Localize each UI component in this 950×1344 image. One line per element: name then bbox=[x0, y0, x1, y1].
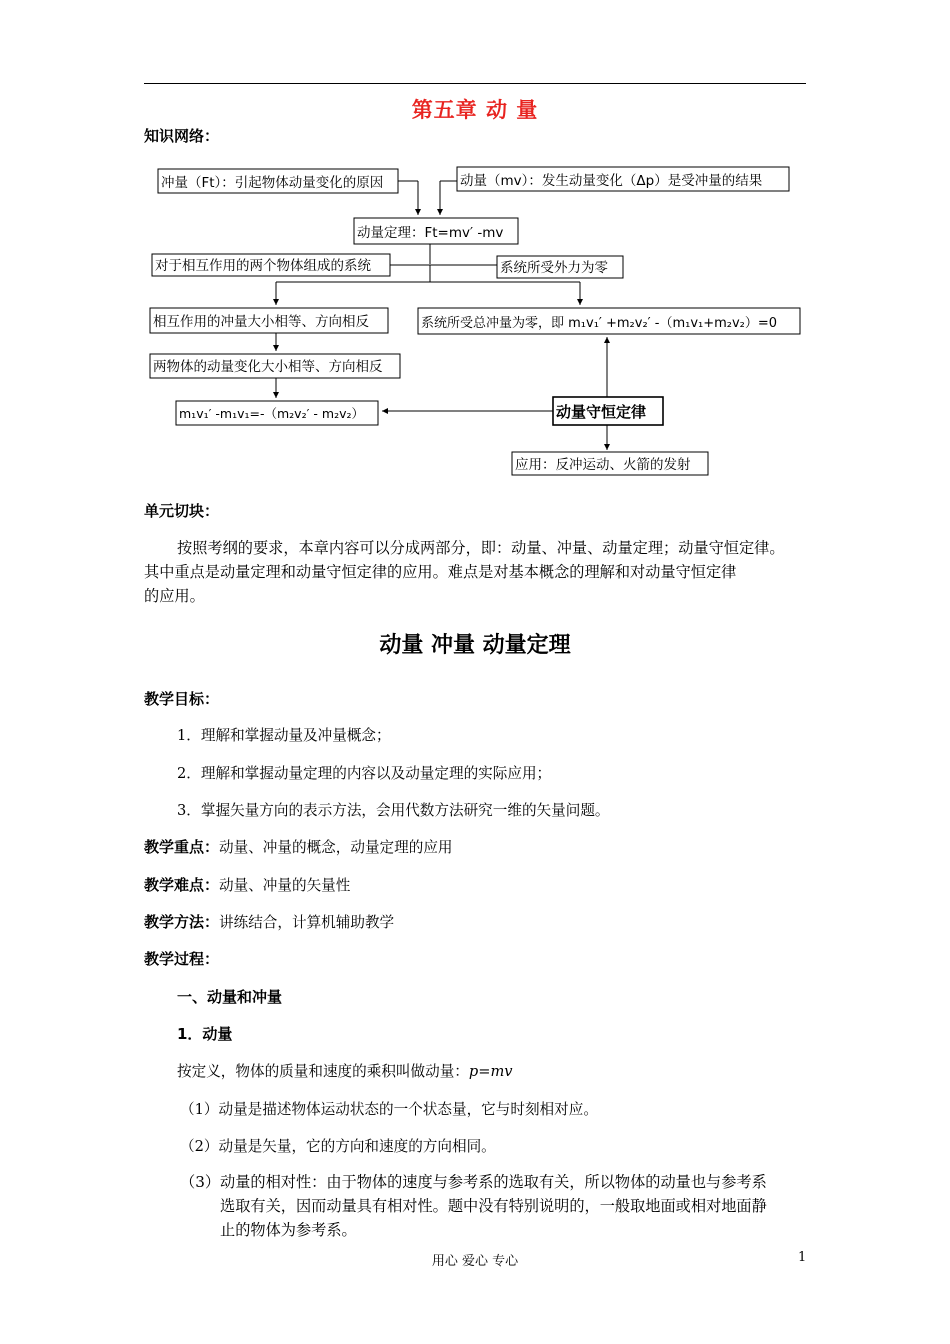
point3-line: 选取有关，因而动量具有相对性。题中没有特别说明的，一般取地面或相对地面静 bbox=[220, 1197, 767, 1215]
key-point-row bbox=[144, 836, 453, 857]
impulse-box-text: 冲量（Ft）：引起物体动量变化的原因 bbox=[161, 175, 384, 191]
unit-label: 单元切块： bbox=[144, 502, 220, 520]
knowledge-network-diagram bbox=[0, 0, 950, 500]
two-body-system-box-text: 对于相互作用的两个物体组成的系统 bbox=[155, 258, 371, 274]
definition-row bbox=[177, 1060, 513, 1081]
point3-line: （3）动量的相对性：由于物体的速度与参考系的选取有关，所以物体的动量也与参考系 bbox=[180, 1173, 767, 1191]
theorem-box-text: 动量定理：Ft=mv′ -mv bbox=[357, 225, 504, 241]
unit-paragraph bbox=[144, 536, 814, 608]
definition-formula: p=mv bbox=[468, 1063, 513, 1080]
point-item: （2）动量是矢量，它的方向和速度的方向相同。 bbox=[180, 1138, 496, 1155]
difficulty-row bbox=[144, 874, 350, 895]
sub1-title: 1．动量 bbox=[177, 1025, 233, 1043]
unit-line: 的应用。 bbox=[144, 587, 205, 605]
point-item: （1）动量是描述物体运动状态的一个状态量，它与时刻相对应。 bbox=[180, 1101, 598, 1118]
part1-title: 一、动量和冲量 bbox=[177, 988, 283, 1006]
application-box-text: 应用：反冲运动、火箭的发射 bbox=[515, 457, 691, 473]
difficulty-text: 动量、冲量的矢量性 bbox=[219, 877, 351, 894]
method-text: 讲练结合，计算机辅助教学 bbox=[219, 914, 395, 931]
equation-box-text: m₁v₁′ -m₁v₁=-（m₂v₂′ - m₂v₂） bbox=[179, 406, 364, 421]
no-external-force-box-text: 系统所受外力为零 bbox=[500, 260, 608, 276]
network-label: 知识网络： bbox=[144, 127, 220, 145]
method-label: 教学方法： bbox=[144, 913, 220, 931]
chapter-title: 第五章 动 量 bbox=[411, 98, 539, 122]
total-impulse-zero-box-text: 系统所受总冲量为零，即 m₁v₁′ +m₂v₂′ -（m₁v₁+m₂v₂）=0 bbox=[421, 316, 778, 331]
difficulty-label: 教学难点： bbox=[144, 876, 220, 894]
page-number: 1 bbox=[798, 1250, 807, 1265]
momentum-change-box-text: 动量（mv）：发生动量变化（Δp）是受冲量的结果 bbox=[460, 173, 763, 189]
point3-line: 止的物体为参考系。 bbox=[220, 1221, 357, 1239]
goals-label: 教学目标： bbox=[144, 690, 220, 708]
unit-line: 其中重点是动量定理和动量守恒定律的应用。难点是对基本概念的理解和对动量守恒定律 bbox=[144, 563, 737, 581]
equal-impulse-box-text: 相互作用的冲量大小相等、方向相反 bbox=[153, 314, 369, 330]
goal-item: 3．掌握矢量方向的表示方法，会用代数方法研究一维的矢量问题。 bbox=[177, 802, 610, 819]
goal-item: 1．理解和掌握动量及冲量概念； bbox=[177, 727, 391, 744]
definition-text: 按定义，物体的质量和速度的乘积叫做动量： bbox=[177, 1063, 469, 1080]
process-label: 教学过程： bbox=[144, 950, 220, 968]
unit-line: 按照考纲的要求，本章内容可以分成两部分，即：动量、冲量、动量定理；动量守恒定律。 bbox=[177, 539, 785, 557]
equal-change-box-text: 两物体的动量变化大小相等、方向相反 bbox=[153, 359, 383, 375]
section-title: 动量 冲量 动量定理 bbox=[379, 633, 571, 658]
conservation-box-text: 动量守恒定律 bbox=[556, 403, 647, 421]
key-point-text: 动量、冲量的概念，动量定理的应用 bbox=[219, 839, 453, 856]
footer-motto: 用心 爱心 专心 bbox=[431, 1254, 519, 1269]
point3-paragraph bbox=[180, 1170, 820, 1242]
method-row bbox=[144, 911, 394, 932]
key-point-label: 教学重点： bbox=[144, 838, 220, 856]
goal-item: 2．理解和掌握动量定理的内容以及动量定理的实际应用； bbox=[177, 765, 552, 782]
